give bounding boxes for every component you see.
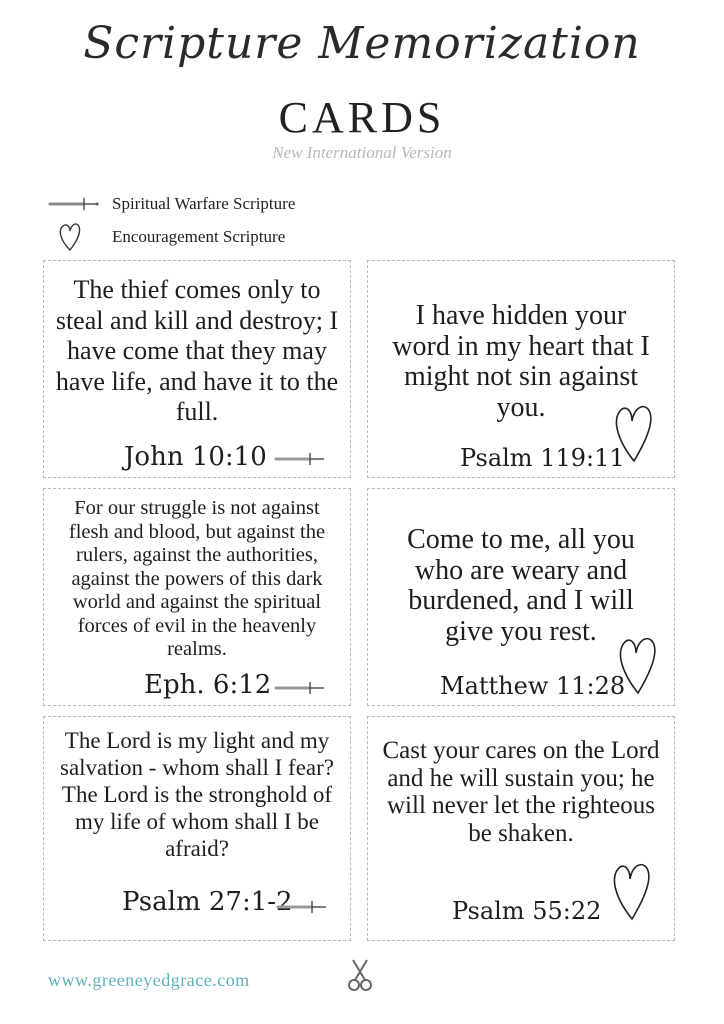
version-subtitle: New International Version xyxy=(272,143,452,162)
reference-text: Eph. 6:12 xyxy=(144,670,272,700)
reference-text: John 10:10 xyxy=(124,442,267,472)
legend-item-encouragement xyxy=(48,224,285,250)
verse-text: The thief comes only to steal and kill and destroy; I have come that they may have life, and have it to the full. xyxy=(55,275,339,426)
heart-icon xyxy=(606,859,656,923)
legend-label-warfare: Spiritual Warfare Scripture xyxy=(112,194,296,213)
sword-icon xyxy=(274,449,328,469)
reference-text: Psalm 55:22 xyxy=(452,897,602,925)
scripture-card-psalm-119 xyxy=(367,260,675,478)
heart-icon xyxy=(612,633,662,697)
reference-text: Psalm 119:11 xyxy=(460,444,625,472)
sword-icon xyxy=(48,191,100,217)
heart-icon xyxy=(48,224,100,250)
reference-text: Matthew 11:28 xyxy=(440,672,626,700)
sword-icon xyxy=(276,897,330,917)
sword-icon xyxy=(274,678,328,698)
reference-text: Psalm 27:1-2 xyxy=(122,887,293,917)
scripture-card-john xyxy=(43,260,351,478)
website-link[interactable]: www.greeneyedgrace.com xyxy=(48,970,250,990)
scripture-card-psalm-55 xyxy=(367,716,675,941)
scissors-icon xyxy=(347,958,373,992)
verse-text: For our struggle is not against flesh and blood, but against the rulers, against the authorities, against the powers of this dark world and against the spiritual forces of evil in the heavenly realms. xyxy=(68,497,326,660)
title-script: Scripture Memorization xyxy=(83,18,641,69)
verse-text: Cast your cares on the Lord and he will sustain you; he will never let the righteous be shaken. xyxy=(382,737,660,847)
verse-text: Come to me, all you who are weary and burdened, and I will give you rest. xyxy=(407,524,635,647)
legend-item-warfare xyxy=(48,191,295,217)
legend-label-encouragement: Encouragement Scripture xyxy=(112,227,286,246)
scripture-card-psalm-27 xyxy=(43,716,351,941)
scripture-card-ephesians xyxy=(43,488,351,706)
scripture-card-matthew xyxy=(367,488,675,706)
verse-text: The Lord is my light and my salvation - whom shall I fear? The Lord is the stronghold of my life of whom shall I be afraid? xyxy=(60,728,334,861)
verse-text: I have hidden your word in my heart that I might not sin against you. xyxy=(392,300,650,423)
title-cards: CARDS xyxy=(278,93,446,142)
heart-icon xyxy=(608,401,658,465)
